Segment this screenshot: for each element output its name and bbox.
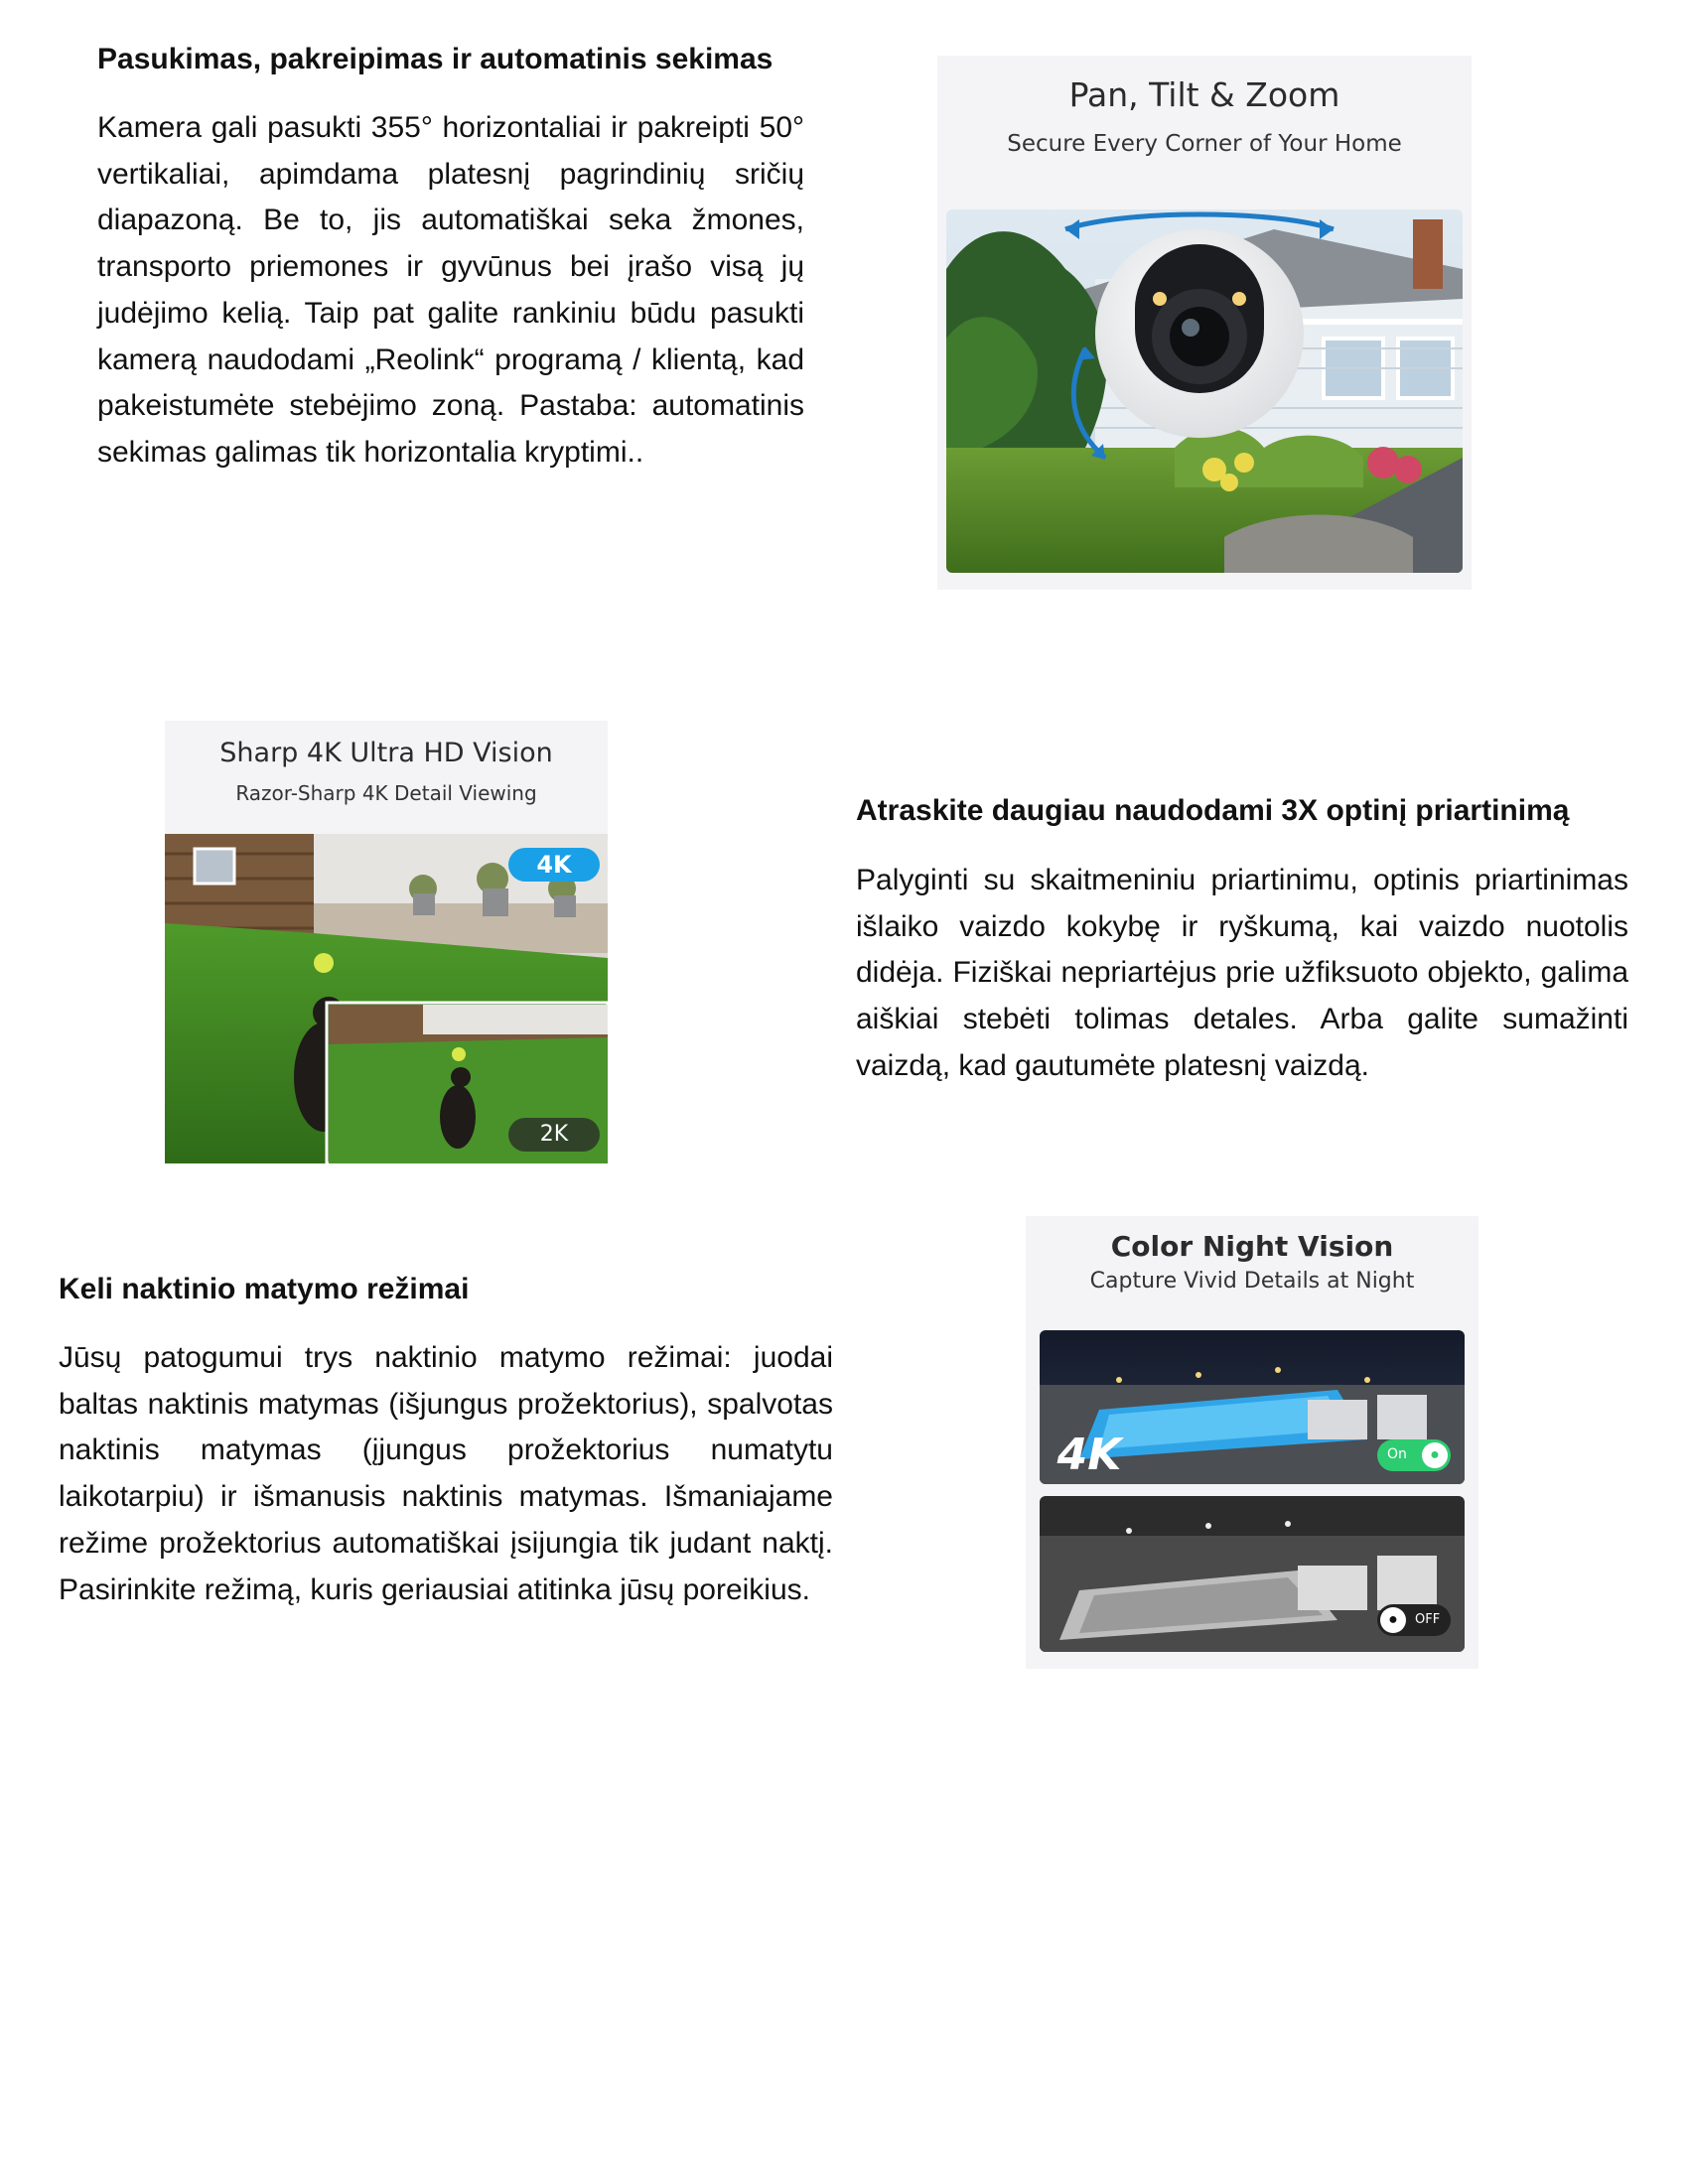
section-body-optical-zoom: Palyginti su skaitmeniniu priartinimu, optinis priartinimas išlaiko vaizdo kokybę ir ryškumą, kai vaizdo nuotolis didėja. Fiziškai nepriartėjus prie užfiksuoto objekto, galima aiškiai stebėti tolimas detales. Arba galite sumažinti vaizdą, kad gautumėte platesnį vaizdą. — [856, 864, 1628, 1082]
ptz-promo-image — [937, 56, 1472, 590]
ptz-promo-title: Pan, Tilt & Zoom — [1068, 75, 1340, 114]
ptz-camera-photo — [946, 209, 1463, 573]
night-promo-image — [1026, 1216, 1478, 1669]
lightbulb-on-icon: ● — [1422, 1442, 1448, 1468]
uhd-promo-title: Sharp 4K Ultra HD Vision — [219, 738, 553, 768]
uhd-promo-image — [165, 721, 608, 1163]
ptz-promo-subtitle: Secure Every Corner of Your Home — [1007, 131, 1402, 157]
toggle-on-label: On — [1387, 1446, 1407, 1462]
badge-2k: 2K — [508, 1118, 600, 1152]
section-title-night-vision: Keli naktinio matymo režimai — [59, 1273, 470, 1305]
night-toggle-on — [1377, 1439, 1451, 1471]
toggle-off-label: OFF — [1415, 1612, 1441, 1627]
section-body-pan-tilt: Kamera gali pasukti 355° horizontaliai ir pakreipti 50° vertikaliai, apimdama platesnį pagrindinių sričių diapazoną. Be to, jis automatiškai seka žmones, transporto priemones ir gyvūnus bei įrašo visą jų judėjimo kelią. Taip pat galite rankiniu būdu pasukti kamerą naudodami „Reolink“ programą / klientą, kad pakeistumėte stebėjimo zoną. Pastaba: automatinis sekimas galimas tik horizontalia kryptimi.. — [97, 111, 804, 469]
lightbulb-off-icon: ● — [1380, 1607, 1406, 1633]
night-4k-label: 4K — [1056, 1430, 1122, 1480]
uhd-promo-subtitle: Razor-Sharp 4K Detail Viewing — [235, 781, 537, 805]
section-title-optical-zoom: Atraskite daugiau naudodami 3X optinį priartinimą — [856, 794, 1570, 827]
section-body-night-vision: Jūsų patogumui trys naktinio matymo režimai: juodai baltas naktinis matymas (išjungus prožektorius), spalvotas naktinis matymas (įjungus prožektorius numatytu laikotarpiu) ir išmanusis naktinis matymas. Išmaniajame režime prožektorius automatiškai įsijungia tik judant naktį. Pasirinkite režimą, kuris geriausiai atitinka jūsų poreikius. — [59, 1341, 833, 1606]
night-promo-title: Color Night Vision — [1110, 1230, 1394, 1263]
night-promo-subtitle: Capture Vivid Details at Night — [1089, 1269, 1415, 1294]
section-title-pan-tilt: Pasukimas, pakreipimas ir automatinis sekimas — [97, 43, 774, 75]
badge-4k: 4K — [508, 848, 600, 882]
night-toggle-off — [1377, 1604, 1451, 1636]
uhd-dog-photo — [165, 834, 608, 1163]
